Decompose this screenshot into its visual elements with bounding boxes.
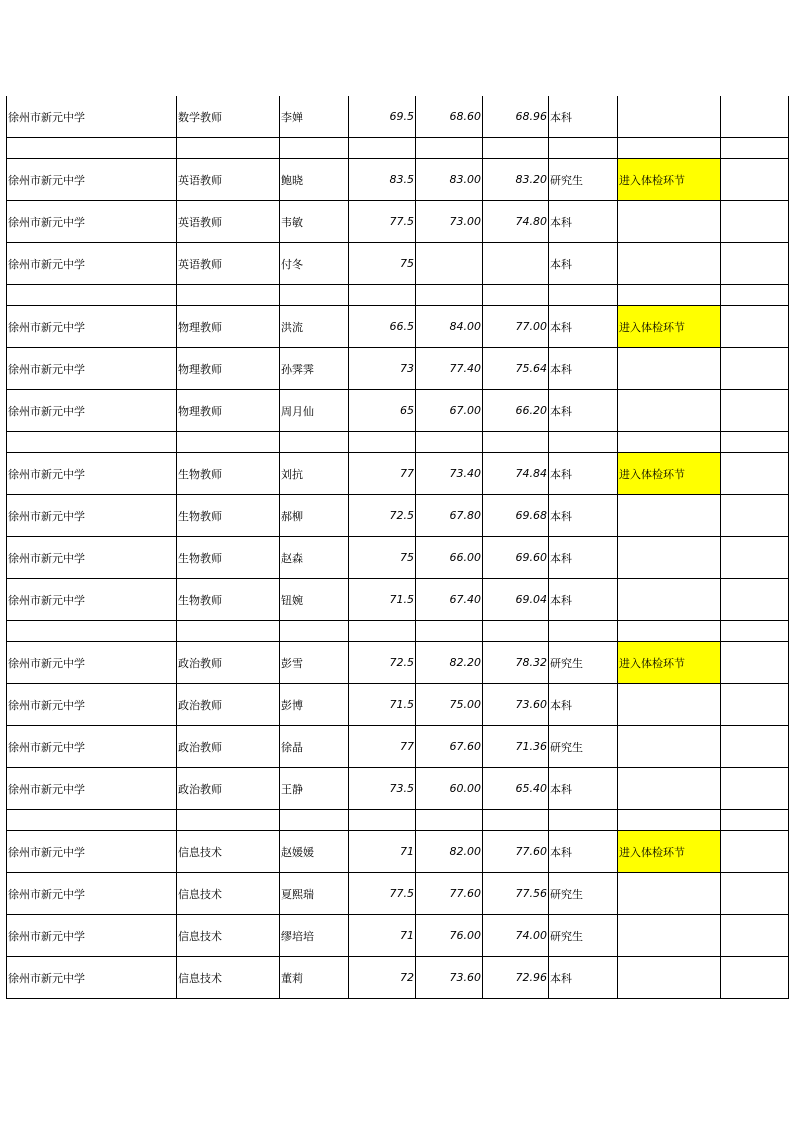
education-cell: 本科 — [549, 96, 618, 138]
empty-cell — [721, 768, 789, 810]
unit-cell: 徐州市新元中学 — [7, 453, 177, 495]
table-row — [7, 96, 789, 138]
total-score-cell: 74.84 — [483, 453, 549, 495]
total-score-cell: 69.60 — [483, 537, 549, 579]
education-cell: 研究生 — [549, 873, 618, 915]
education-cell: 本科 — [549, 684, 618, 726]
status-cell — [618, 495, 721, 537]
name-cell: 缪培培 — [280, 915, 349, 957]
name-cell — [280, 432, 349, 453]
unit-cell: 徐州市新元中学 — [7, 306, 177, 348]
unit-cell: 徐州市新元中学 — [7, 831, 177, 873]
education-cell: 本科 — [549, 453, 618, 495]
position-cell — [177, 621, 280, 642]
position-cell — [177, 810, 280, 831]
table-row — [7, 537, 789, 579]
interview-score-cell: 73.40 — [416, 453, 483, 495]
status-cell — [618, 96, 721, 138]
unit-cell: 徐州市新元中学 — [7, 348, 177, 390]
interview-score-cell — [416, 243, 483, 285]
education-cell — [549, 432, 618, 453]
written-score-cell — [349, 810, 416, 831]
total-score-cell: 65.40 — [483, 768, 549, 810]
position-cell: 英语教师 — [177, 159, 280, 201]
written-score-cell: 66.5 — [349, 306, 416, 348]
total-score-cell: 69.68 — [483, 495, 549, 537]
unit-cell: 徐州市新元中学 — [7, 537, 177, 579]
name-cell: 刘抗 — [280, 453, 349, 495]
total-score-cell: 83.20 — [483, 159, 549, 201]
name-cell — [280, 810, 349, 831]
empty-cell — [721, 306, 789, 348]
name-cell: 孙霁霁 — [280, 348, 349, 390]
empty-cell — [721, 201, 789, 243]
empty-cell — [721, 453, 789, 495]
total-score-cell: 77.56 — [483, 873, 549, 915]
unit-cell: 徐州市新元中学 — [7, 957, 177, 999]
education-cell: 研究生 — [549, 726, 618, 768]
position-cell: 物理教师 — [177, 306, 280, 348]
status-cell — [618, 243, 721, 285]
position-cell: 英语教师 — [177, 243, 280, 285]
written-score-cell: 77.5 — [349, 201, 416, 243]
name-cell: 彭博 — [280, 684, 349, 726]
name-cell — [280, 285, 349, 306]
interview-score-cell — [416, 285, 483, 306]
position-cell: 政治教师 — [177, 768, 280, 810]
name-cell: 周月仙 — [280, 390, 349, 432]
education-cell: 本科 — [549, 201, 618, 243]
status-cell — [618, 726, 721, 768]
education-cell: 本科 — [549, 579, 618, 621]
unit-cell — [7, 621, 177, 642]
empty-cell — [721, 642, 789, 684]
empty-cell — [721, 579, 789, 621]
status-cell: 进入体检环节 — [618, 306, 721, 348]
unit-cell: 徐州市新元中学 — [7, 201, 177, 243]
table-row — [7, 915, 789, 957]
written-score-cell: 75 — [349, 537, 416, 579]
written-score-cell: 65 — [349, 390, 416, 432]
total-score-cell: 74.80 — [483, 201, 549, 243]
total-score-cell — [483, 243, 549, 285]
interview-score-cell: 83.00 — [416, 159, 483, 201]
position-cell — [177, 285, 280, 306]
education-cell: 研究生 — [549, 159, 618, 201]
education-cell: 本科 — [549, 390, 618, 432]
interview-score-cell — [416, 138, 483, 159]
name-cell: 洪流 — [280, 306, 349, 348]
position-cell: 信息技术 — [177, 831, 280, 873]
interview-score-cell: 76.00 — [416, 915, 483, 957]
total-score-cell — [483, 432, 549, 453]
table-row — [7, 831, 789, 873]
status-cell — [618, 621, 721, 642]
education-cell — [549, 285, 618, 306]
position-cell: 物理教师 — [177, 390, 280, 432]
position-cell: 信息技术 — [177, 873, 280, 915]
table-row — [7, 768, 789, 810]
education-cell: 研究生 — [549, 642, 618, 684]
name-cell: 郝柳 — [280, 495, 349, 537]
empty-cell — [721, 831, 789, 873]
interview-score-cell — [416, 432, 483, 453]
unit-cell — [7, 810, 177, 831]
written-score-cell: 73.5 — [349, 768, 416, 810]
total-score-cell: 78.32 — [483, 642, 549, 684]
written-score-cell: 83.5 — [349, 159, 416, 201]
total-score-cell — [483, 810, 549, 831]
empty-cell — [721, 873, 789, 915]
interview-score-cell: 60.00 — [416, 768, 483, 810]
interview-score-cell: 67.60 — [416, 726, 483, 768]
interview-score-cell: 73.60 — [416, 957, 483, 999]
interview-score-cell: 68.60 — [416, 96, 483, 138]
status-cell — [618, 768, 721, 810]
table-row — [7, 306, 789, 348]
position-cell: 政治教师 — [177, 642, 280, 684]
education-cell: 本科 — [549, 495, 618, 537]
total-score-cell: 73.60 — [483, 684, 549, 726]
unit-cell: 徐州市新元中学 — [7, 684, 177, 726]
education-cell: 本科 — [549, 537, 618, 579]
spacer-row — [7, 621, 789, 642]
written-score-cell — [349, 432, 416, 453]
total-score-cell: 66.20 — [483, 390, 549, 432]
written-score-cell — [349, 621, 416, 642]
written-score-cell: 72.5 — [349, 495, 416, 537]
unit-cell: 徐州市新元中学 — [7, 768, 177, 810]
education-cell: 本科 — [549, 831, 618, 873]
total-score-cell: 69.04 — [483, 579, 549, 621]
written-score-cell — [349, 285, 416, 306]
written-score-cell: 77.5 — [349, 873, 416, 915]
status-cell — [618, 285, 721, 306]
name-cell: 赵森 — [280, 537, 349, 579]
status-cell — [618, 432, 721, 453]
education-cell: 本科 — [549, 957, 618, 999]
interview-score-cell: 66.00 — [416, 537, 483, 579]
status-cell — [618, 873, 721, 915]
unit-cell: 徐州市新元中学 — [7, 579, 177, 621]
interview-score-cell: 77.40 — [416, 348, 483, 390]
name-cell: 徐晶 — [280, 726, 349, 768]
empty-cell — [721, 159, 789, 201]
interview-score-cell: 82.20 — [416, 642, 483, 684]
position-cell: 数学教师 — [177, 96, 280, 138]
interview-score-cell: 73.00 — [416, 201, 483, 243]
total-score-cell — [483, 138, 549, 159]
table-row — [7, 873, 789, 915]
written-score-cell: 71.5 — [349, 684, 416, 726]
status-cell — [618, 915, 721, 957]
education-cell: 本科 — [549, 768, 618, 810]
unit-cell: 徐州市新元中学 — [7, 390, 177, 432]
total-score-cell: 68.96 — [483, 96, 549, 138]
unit-cell: 徐州市新元中学 — [7, 726, 177, 768]
unit-cell — [7, 138, 177, 159]
interview-score-cell: 75.00 — [416, 684, 483, 726]
total-score-cell: 71.36 — [483, 726, 549, 768]
table-row — [7, 390, 789, 432]
status-cell: 进入体检环节 — [618, 159, 721, 201]
unit-cell: 徐州市新元中学 — [7, 243, 177, 285]
table-row — [7, 684, 789, 726]
spacer-row — [7, 810, 789, 831]
total-score-cell: 77.60 — [483, 831, 549, 873]
status-cell: 进入体检环节 — [618, 831, 721, 873]
interview-score-cell: 84.00 — [416, 306, 483, 348]
interview-score-cell: 77.60 — [416, 873, 483, 915]
education-cell — [549, 621, 618, 642]
interview-score-cell: 67.80 — [416, 495, 483, 537]
written-score-cell: 77 — [349, 726, 416, 768]
interview-score-cell — [416, 810, 483, 831]
status-cell — [618, 810, 721, 831]
status-cell — [618, 579, 721, 621]
results-table — [6, 96, 789, 999]
empty-cell — [721, 684, 789, 726]
empty-cell — [721, 957, 789, 999]
total-score-cell: 75.64 — [483, 348, 549, 390]
total-score-cell: 74.00 — [483, 915, 549, 957]
written-score-cell: 71.5 — [349, 579, 416, 621]
name-cell: 赵媛媛 — [280, 831, 349, 873]
status-cell — [618, 684, 721, 726]
written-score-cell: 77 — [349, 453, 416, 495]
education-cell — [549, 810, 618, 831]
spacer-row — [7, 285, 789, 306]
education-cell: 本科 — [549, 243, 618, 285]
position-cell: 物理教师 — [177, 348, 280, 390]
written-score-cell: 73 — [349, 348, 416, 390]
status-cell — [618, 348, 721, 390]
status-cell — [618, 957, 721, 999]
table-row — [7, 348, 789, 390]
total-score-cell: 72.96 — [483, 957, 549, 999]
empty-cell — [721, 285, 789, 306]
status-cell — [618, 201, 721, 243]
written-score-cell: 72.5 — [349, 642, 416, 684]
table-row — [7, 579, 789, 621]
education-cell: 本科 — [549, 348, 618, 390]
empty-cell — [721, 390, 789, 432]
spacer-row — [7, 138, 789, 159]
total-score-cell — [483, 285, 549, 306]
status-cell — [618, 390, 721, 432]
empty-cell — [721, 348, 789, 390]
position-cell: 生物教师 — [177, 453, 280, 495]
interview-score-cell: 67.00 — [416, 390, 483, 432]
empty-cell — [721, 810, 789, 831]
table-row — [7, 201, 789, 243]
empty-cell — [721, 432, 789, 453]
written-score-cell: 72 — [349, 957, 416, 999]
position-cell: 信息技术 — [177, 957, 280, 999]
position-cell: 信息技术 — [177, 915, 280, 957]
unit-cell: 徐州市新元中学 — [7, 642, 177, 684]
interview-score-cell: 67.40 — [416, 579, 483, 621]
empty-cell — [721, 495, 789, 537]
unit-cell: 徐州市新元中学 — [7, 159, 177, 201]
unit-cell: 徐州市新元中学 — [7, 495, 177, 537]
written-score-cell: 71 — [349, 831, 416, 873]
name-cell: 王静 — [280, 768, 349, 810]
table-row — [7, 495, 789, 537]
written-score-cell: 69.5 — [349, 96, 416, 138]
position-cell: 政治教师 — [177, 684, 280, 726]
empty-cell — [721, 96, 789, 138]
name-cell: 董莉 — [280, 957, 349, 999]
table-row — [7, 726, 789, 768]
position-cell — [177, 138, 280, 159]
unit-cell: 徐州市新元中学 — [7, 915, 177, 957]
status-cell — [618, 537, 721, 579]
education-cell: 研究生 — [549, 915, 618, 957]
position-cell: 英语教师 — [177, 201, 280, 243]
name-cell — [280, 138, 349, 159]
status-cell: 进入体检环节 — [618, 642, 721, 684]
table-row — [7, 957, 789, 999]
position-cell — [177, 432, 280, 453]
empty-cell — [721, 138, 789, 159]
written-score-cell — [349, 138, 416, 159]
position-cell: 政治教师 — [177, 726, 280, 768]
written-score-cell: 71 — [349, 915, 416, 957]
position-cell: 生物教师 — [177, 579, 280, 621]
table-row — [7, 159, 789, 201]
empty-cell — [721, 621, 789, 642]
position-cell: 生物教师 — [177, 537, 280, 579]
name-cell: 鲍晓 — [280, 159, 349, 201]
name-cell: 夏熙瑞 — [280, 873, 349, 915]
empty-cell — [721, 915, 789, 957]
total-score-cell: 77.00 — [483, 306, 549, 348]
name-cell: 韦敏 — [280, 201, 349, 243]
unit-cell — [7, 285, 177, 306]
empty-cell — [721, 537, 789, 579]
table-row — [7, 243, 789, 285]
education-cell: 本科 — [549, 306, 618, 348]
name-cell — [280, 621, 349, 642]
name-cell: 付冬 — [280, 243, 349, 285]
empty-cell — [721, 243, 789, 285]
interview-score-cell — [416, 621, 483, 642]
table-row — [7, 642, 789, 684]
status-cell — [618, 138, 721, 159]
interview-score-cell: 82.00 — [416, 831, 483, 873]
unit-cell: 徐州市新元中学 — [7, 873, 177, 915]
table-row — [7, 453, 789, 495]
name-cell: 彭雪 — [280, 642, 349, 684]
total-score-cell — [483, 621, 549, 642]
written-score-cell: 75 — [349, 243, 416, 285]
name-cell: 钮婉 — [280, 579, 349, 621]
education-cell — [549, 138, 618, 159]
position-cell: 生物教师 — [177, 495, 280, 537]
name-cell: 李婵 — [280, 96, 349, 138]
empty-cell — [721, 726, 789, 768]
status-cell: 进入体检环节 — [618, 453, 721, 495]
unit-cell — [7, 432, 177, 453]
spacer-row — [7, 432, 789, 453]
unit-cell: 徐州市新元中学 — [7, 96, 177, 138]
